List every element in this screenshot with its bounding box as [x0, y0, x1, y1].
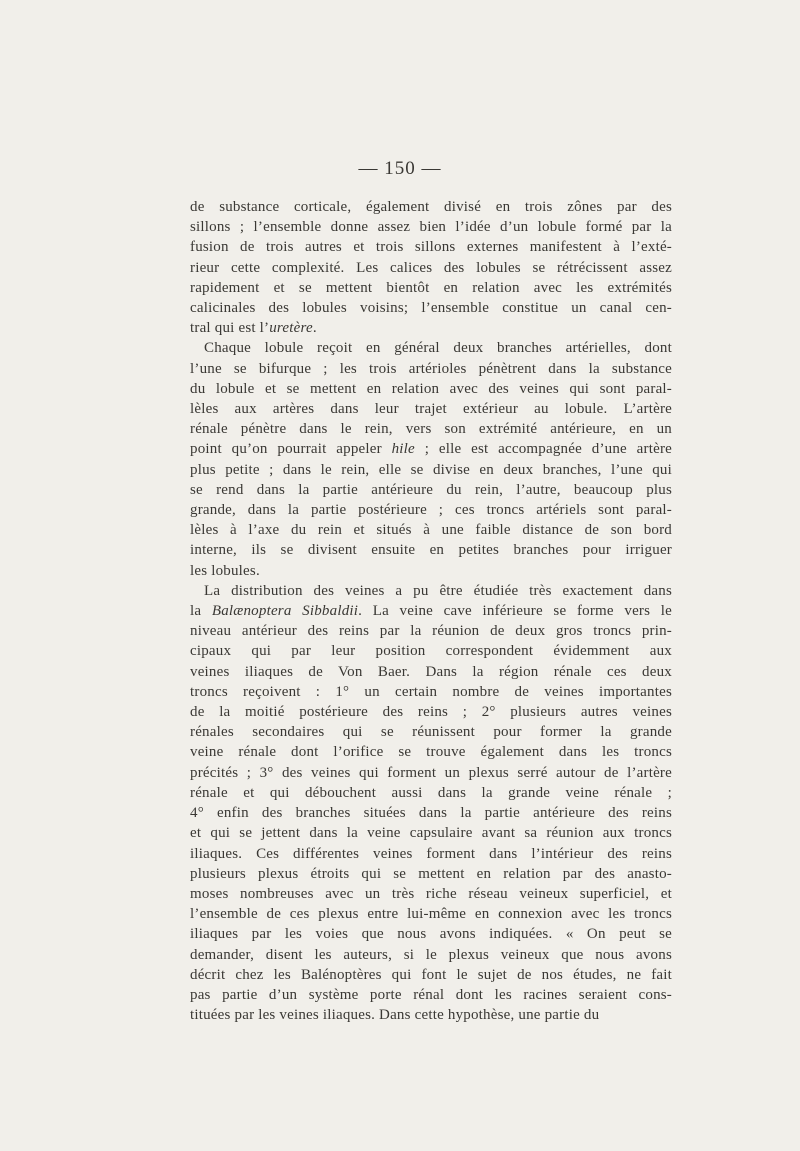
text-line [190, 419, 672, 439]
text-run: point qu’on pourrait appeler [190, 441, 392, 458]
text-run: l’ensemble de ces plexus entre lui-même en connexion avec les troncs [190, 906, 672, 923]
text-line [190, 601, 672, 621]
text-run: tituées par les veines iliaques. Dans cette hypothèse, une partie du [190, 1007, 600, 1024]
text-line [190, 844, 672, 864]
text-run: tral qui est l’ [190, 320, 270, 337]
text-line [190, 500, 672, 520]
text-line [190, 217, 672, 237]
text-run: plus petite ; dans le rein, elle se divise en deux branches, l’une qui [190, 461, 672, 478]
body-text [190, 197, 672, 1025]
text-run: pas partie d’un système porte rénal dont les racines seraient cons- [190, 986, 672, 1003]
text-run: grande, dans la partie postérieure ; ces troncs artériels sont paral- [190, 502, 672, 519]
text-run: rénales secondaires qui se réunissent pour former la grande [190, 724, 672, 741]
page-number: — 150 — [358, 158, 442, 179]
text-run: rieur cette complexité. Les calices des lobules se rétrécissent assez [190, 259, 672, 276]
text-run: plusieurs plexus étroits qui se mettent en relation par des anasto- [190, 865, 672, 882]
text-line [190, 904, 672, 924]
text-line [190, 965, 672, 985]
text-line [190, 460, 672, 480]
text-line [190, 338, 672, 358]
text-line [190, 439, 672, 459]
text-line [190, 763, 672, 783]
text-run: rénale et qui débouchent aussi dans la grande veine rénale ; [190, 784, 672, 801]
text-run: veine rénale dont l’orifice se trouve également dans les troncs [190, 744, 672, 761]
text-line [190, 702, 672, 722]
text-run: iliaques par les voies que nous avons indiquées. « On peut se [190, 926, 672, 943]
text-run: moses nombreuses avec un très riche réseau veineux superficiel, et [190, 885, 672, 902]
text-line [190, 540, 672, 560]
text-line [190, 742, 672, 762]
text-line [190, 399, 672, 419]
paragraph [190, 581, 672, 1025]
text-line [190, 278, 672, 298]
text-run: l’une se bifurque ; les trois artérioles pénètrent dans la substance [190, 360, 672, 377]
text-run: ; elle est accompagnée d’une artère [414, 441, 673, 458]
text-run: précités ; 3° des veines qui forment un plexus serré autour de l’artère [190, 764, 672, 781]
text-run: se rend dans la partie antérieure du rein, l’autre, beaucoup plus [190, 481, 672, 498]
text-line [190, 258, 672, 278]
text-run: niveau antérieur des reins par la réunion de deux gros troncs prin- [190, 623, 672, 640]
paragraph [190, 197, 672, 338]
text-run: les lobules. [190, 562, 260, 579]
text-run: calicinales des lobules voisins; l’ensemble constitue un canal cen- [190, 300, 672, 317]
text-line [190, 662, 672, 682]
text-run: du lobule et se mettent en relation avec des veines qui sont paral- [190, 380, 672, 397]
text-line [190, 864, 672, 884]
text-run: décrit chez les Balénoptères qui font le sujet de nos études, ne fait [190, 966, 672, 983]
text-line [190, 318, 672, 338]
text-run: veines iliaques de Von Baer. Dans la région rénale ces deux [190, 663, 672, 680]
text-run: interne, ils se divisent ensuite en petites branches pour irriguer [190, 542, 672, 559]
text-line [190, 379, 672, 399]
text-line [190, 359, 672, 379]
text-line [190, 561, 672, 581]
text-line [190, 722, 672, 742]
text-line [190, 924, 672, 944]
text-run: de la moitié postérieure des reins ; 2° plusieurs autres veines [190, 704, 672, 721]
text-run: cipaux qui par leur position correspondent évidemment aux [190, 643, 672, 660]
text-run: lèles à l’axe du rein et situés à une faible distance de son bord [190, 522, 672, 539]
text-run: demander, disent les auteurs, si le plexus veineux que nous avons [190, 946, 672, 963]
text-run: et qui se jettent dans la veine capsulaire avant sa réunion aux troncs [190, 825, 672, 842]
text-run: fusion de trois autres et trois sillons externes manifestent à l’exté- [190, 239, 672, 256]
text-run: 4° enfin des branches situées dans la partie antérieure des reins [190, 805, 672, 822]
text-run: . [312, 320, 317, 337]
text-run: troncs reçoivent : 1° un certain nombre de veines importantes [190, 683, 672, 700]
paragraph [190, 338, 672, 580]
text-line [190, 803, 672, 823]
text-line [190, 1005, 672, 1025]
text-run: rapidement et se mettent bientôt en relation avec les extrémités [190, 279, 672, 296]
text-run: de substance corticale, également divisé en trois zônes par des [190, 199, 672, 215]
text-line [190, 641, 672, 661]
italic-text: Balænoptera Sibbaldii [211, 603, 359, 620]
italic-text: hile [391, 441, 415, 458]
text-line [190, 480, 672, 500]
text-run: sillons ; l’ensemble donne assez bien l’idée d’un lobule formé par la [190, 219, 672, 236]
text-run: rénale pénètre dans le rein, vers son extrémité antérieure, en un [190, 421, 672, 438]
text-run: iliaques. Ces différentes veines forment dans l’intérieur des reins [190, 845, 672, 862]
text-run: La distribution des veines a pu être étudiée très exactement dans [204, 582, 672, 599]
text-line [190, 298, 672, 318]
text-run: Chaque lobule reçoit en général deux branches artérielles, dont [204, 340, 672, 357]
text-run: . La veine cave inférieure se forme vers le [358, 603, 672, 620]
text-run: la [190, 603, 212, 620]
text-line [190, 237, 672, 257]
text-line [190, 197, 672, 217]
italic-text: uretère [269, 320, 313, 337]
text-line [190, 823, 672, 843]
text-line [190, 783, 672, 803]
text-line [190, 985, 672, 1005]
text-line [190, 621, 672, 641]
text-line [190, 945, 672, 965]
text-line [190, 884, 672, 904]
text-run: lèles aux artères dans leur trajet extérieur au lobule. L’artère [190, 401, 672, 418]
text-line [190, 581, 672, 601]
text-line [190, 520, 672, 540]
text-line [190, 682, 672, 702]
